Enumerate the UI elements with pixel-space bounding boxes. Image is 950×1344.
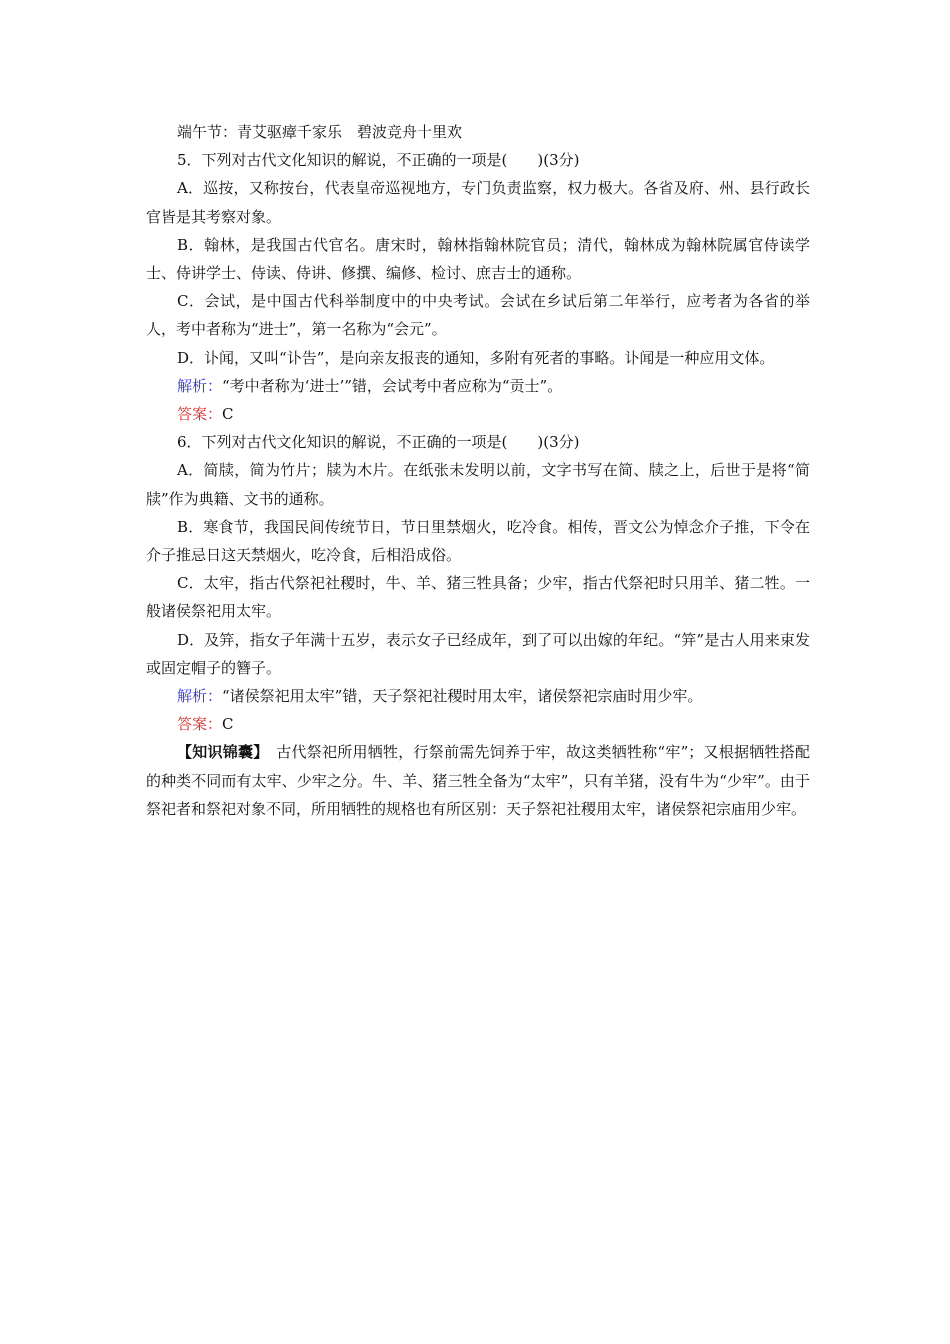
knowledge-note [146,738,810,823]
question-6-option-d: D．及笄，指女子年满十五岁，表示女子已经成年，到了可以出嫁的年纪。“笄”是古人用来束发或固定帽子的簪子。 [146,630,810,677]
question-5-option-c: C．会试，是中国古代科举制度中的中央考试。会试在乡试后第二年举行，应考者为各省的举人，考中者称为“进士”，第一名称为“会元”。 [146,292,810,339]
question-6-option-b: B．寒食节，我国民间传统节日，节日里禁烟火，吃冷食。相传，晋文公为悼念介子推，下令在介子推忌日这天禁烟火，吃冷食，后相沿成俗。 [146,517,810,565]
question-6-stem: 6．下列对古代文化知识的解说，不正确的一项是( )(3分) [177,433,580,452]
document-page [146,118,810,823]
question-5-option-d: D．讣闻，又叫“讣告”，是向亲友报丧的通知，多附有死者的事略。讣闻是一种应用文体。 [177,348,775,367]
answer-label: 答案： [177,405,223,424]
question-5-answer [146,400,810,428]
answer-value: C [222,715,234,734]
question-6-option-c: C．太牢，指古代祭祀社稷时，牛、羊、猪三牲具备；少牢，指古代祭祀时只用羊、猪二牲。一般诸侯祭祀用太牢。 [146,574,810,621]
analysis-label: 解析： [177,376,223,395]
question-5-option-a: A．巡按，又称按台，代表皇帝巡视地方，专门负责监察，权力极大。各省及府、州、县行政长官皆是其考察对象。 [146,179,810,226]
analysis-text: “诸侯祭祀用太牢”错，天子祭祀社稷时用太牢，诸侯祭祀宗庙时用少牢。 [222,687,703,706]
analysis-label: 解析： [177,687,223,706]
question-5-stem: 5．下列对古代文化知识的解说，不正确的一项是( )(3分) [177,151,580,170]
question-6-analysis [146,682,810,710]
analysis-text: “考中者称为‘进士’”错，会试考中者应称为“贡士”。 [222,376,563,395]
question-6-option-a: A．简牍，简为竹片；牍为木片。在纸张未发明以前，文字书写在简、牍之上，后世于是将“简牍”作为典籍、文书的通称。 [146,461,810,508]
question-5-analysis [146,372,810,400]
question-6-answer [146,710,810,738]
intro-line: 端午节：青艾驱瘴千家乐 碧波竞舟十里欢 [177,123,463,141]
knowledge-text: 古代祭祀所用牺牲，行祭前需先饲养于牢，故这类牺牲称“牢”；又根据牺牲搭配的种类不同而有太牢、少牢之分。牛、羊、猪三牲全备为“太牢”，只有羊猪，没有牛为“少牢”。由于祭祀者和祭祀对象不同，所用牺牲的规格也有所区别：天子祭祀社稷用太牢，诸侯祭祀宗庙用少牢。 [146,743,810,818]
knowledge-label: 【知识锦囊】 [177,743,261,762]
question-5-option-b: B．翰林，是我国古代官名。唐宋时，翰林指翰林院官员；清代，翰林成为翰林院属官侍读学士、侍讲学士、侍读、侍讲、修撰、编修、检讨、庶吉士的通称。 [146,235,810,283]
answer-value: C [222,405,234,424]
answer-label: 答案： [177,715,223,734]
